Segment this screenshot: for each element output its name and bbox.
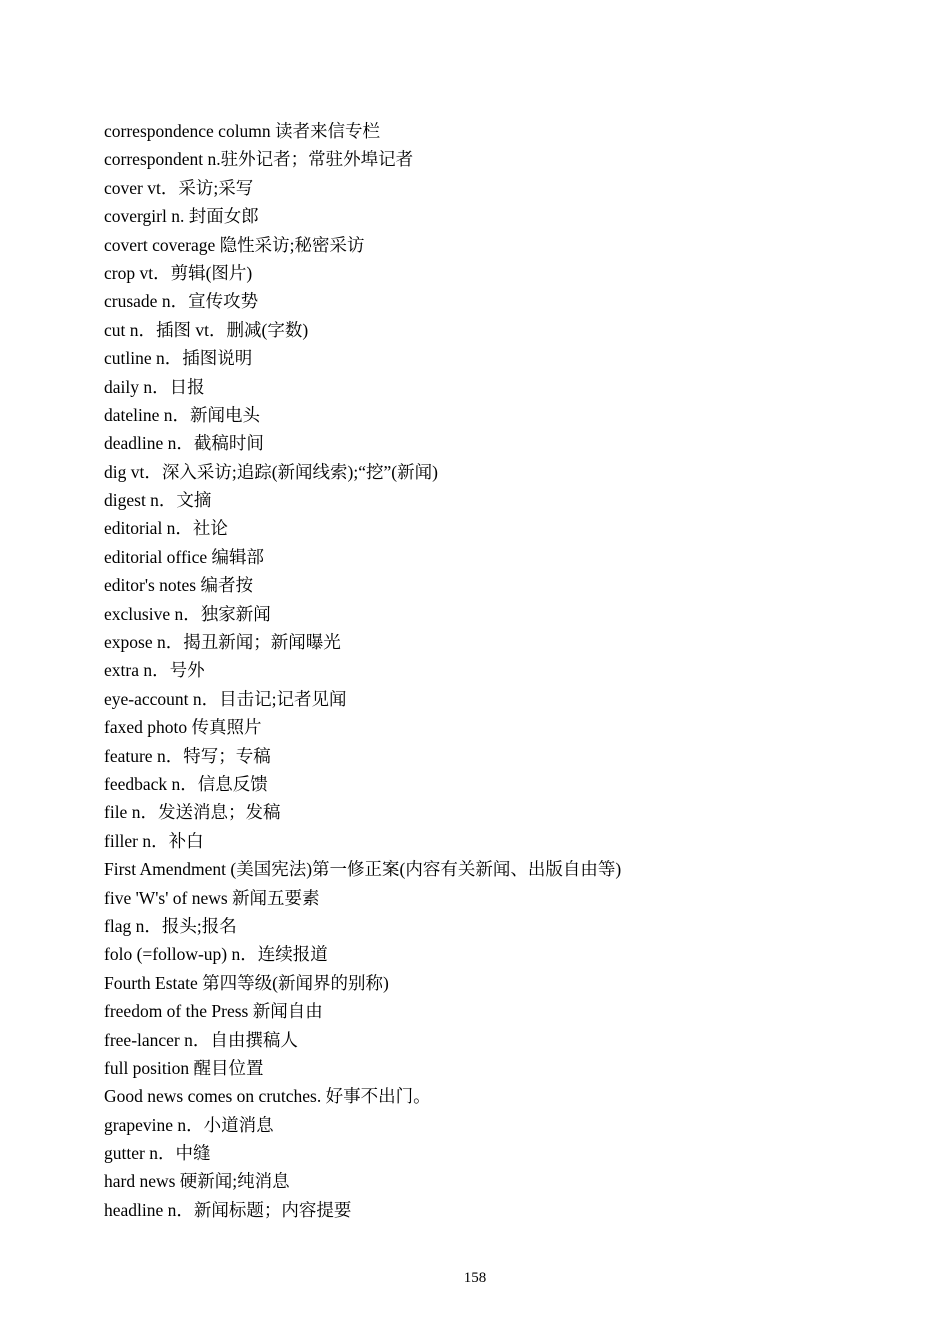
glossary-entry: expose n．揭丑新闻；新闻曝光 (104, 632, 341, 653)
glossary-entry: editor's notes 编者按 (104, 575, 253, 596)
glossary-entry: First Amendment (美国宪法)第一修正案(内容有关新闻、出版自由等) (104, 859, 622, 880)
page-number: 158 (463, 1270, 487, 1286)
glossary-entry: eye-account n．目击记;记者见闻 (104, 688, 347, 709)
glossary-entry: deadline n．截稿时间 (104, 433, 264, 454)
glossary-entry: dig vt．深入采访;追踪(新闻线索);“挖”(新闻) (104, 461, 438, 482)
glossary-entry: flag n．报头;报名 (104, 915, 237, 936)
glossary-entry: cutline n．插图说明 (104, 348, 253, 369)
glossary-entry: crusade n．宣传攻势 (104, 291, 259, 312)
glossary-entry: exclusive n．独家新闻 (104, 603, 271, 624)
glossary-entry: grapevine n．小道消息 (104, 1114, 274, 1135)
glossary-entry: editorial n．社论 (104, 518, 228, 539)
glossary-entry: feature n．特写；专稿 (104, 745, 271, 766)
glossary-entry: covergirl n. 封面女郎 (104, 206, 259, 227)
glossary-entry: dateline n．新闻电头 (104, 404, 261, 425)
glossary-entry: editorial office 编辑部 (104, 546, 265, 567)
glossary-entry: Good news comes on crutches. 好事不出门。 (104, 1086, 431, 1107)
glossary-entry: cut n．插图 vt．删减(字数) (104, 319, 309, 340)
glossary-entry: free-lancer n．自由撰稿人 (104, 1029, 298, 1050)
glossary-entry: extra n．号外 (104, 660, 205, 681)
glossary-entry: correspondence column 读者来信专栏 (104, 121, 381, 141)
glossary-entry: folo (=follow-up) n．连续报道 (104, 944, 328, 965)
glossary-entry: faxed photo 传真照片 (104, 717, 262, 738)
glossary-entry: feedback n．信息反馈 (104, 773, 268, 794)
glossary-entry: full position 醒目位置 (104, 1057, 264, 1078)
glossary-entry: five 'W's' of news 新闻五要素 (104, 887, 320, 908)
glossary-entry: cover vt．采访;采写 (104, 177, 254, 198)
glossary-entry: digest n．文摘 (104, 490, 212, 511)
glossary-entry: headline n．新闻标题；内容提要 (104, 1199, 352, 1220)
glossary-entry: hard news 硬新闻;纯消息 (104, 1171, 290, 1192)
glossary-entry: file n．发送消息；发稿 (104, 802, 281, 823)
glossary-entry: gutter n．中缝 (104, 1143, 211, 1164)
glossary-entry: freedom of the Press 新闻自由 (104, 1001, 323, 1022)
glossary-entry: correspondent n.驻外记者；常驻外埠记者 (104, 149, 414, 170)
glossary-list (104, 117, 904, 1224)
glossary-entry: filler n．补白 (104, 830, 204, 851)
glossary-entry: Fourth Estate 第四等级(新闻界的别称) (104, 972, 389, 993)
glossary-entry: daily n．日报 (104, 376, 205, 397)
glossary-entry: crop vt．剪辑(图片) (104, 262, 253, 283)
glossary-entry: covert coverage 隐性采访;秘密采访 (104, 234, 365, 255)
